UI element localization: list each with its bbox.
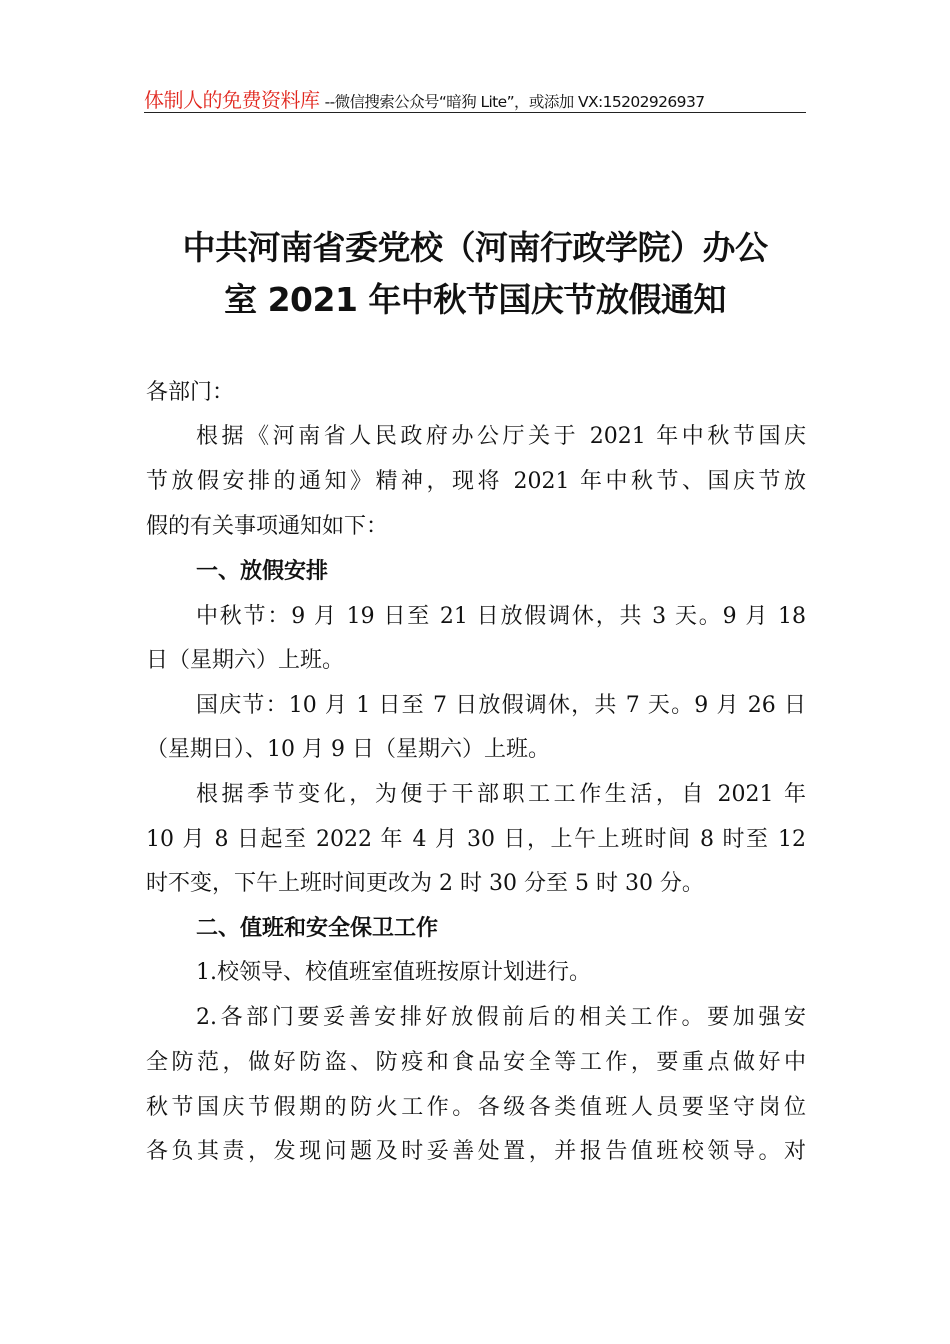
paragraph-line: 中秋节：9 月 19 日至 21 日放假调休，共 3 天。9 月 18 xyxy=(196,604,806,629)
document-title-line-2: 室 2021 年中秋节国庆节放假通知 xyxy=(224,280,726,319)
section-heading-1: 一、放假安排 xyxy=(196,559,329,584)
paragraph-line: 10 月 8 日起至 2022 年 4 月 30 日，上午上班时间 8 时至 12 xyxy=(146,827,806,852)
paragraph-line: 根据季节变化，为便于干部职工工作生活，自 2021 年 xyxy=(196,782,806,807)
page-header xyxy=(144,84,806,113)
paragraph-line: 根据《河南省人民政府办公厅关于 2021 年中秋节国庆 xyxy=(196,424,806,449)
paragraph-line: 1.校领导、校值班室值班按原计划进行。 xyxy=(196,960,591,985)
paragraph-line: 全防范，做好防盗、防疫和食品安全等工作，要重点做好中 xyxy=(146,1050,806,1075)
paragraph-line: 日（星期六）上班。 xyxy=(146,648,345,673)
header-brand: 体制人的免费资料库 xyxy=(144,88,320,112)
paragraph-line: 各负其责，发现问题及时妥善处置，并报告值班校领导。对 xyxy=(146,1139,806,1164)
paragraph-line: （星期日）、10 月 9 日（星期六）上班。 xyxy=(146,737,550,762)
document-title-line-1: 中共河南省委党校（河南行政学院）办公 xyxy=(182,228,768,267)
header-contact-info: --微信搜索公众号“暗狗 Lite”，或添加 VX:15202926937 xyxy=(324,93,705,111)
paragraph-line: 假的有关事项通知如下： xyxy=(146,514,389,539)
salutation: 各部门： xyxy=(146,380,235,405)
paragraph-line: 节放假安排的通知》精神，现将 2021 年中秋节、国庆节放 xyxy=(146,469,806,494)
paragraph-line: 国庆节：10 月 1 日至 7 日放假调休，共 7 天。9 月 26 日 xyxy=(196,693,806,718)
section-heading-2: 二、值班和安全保卫工作 xyxy=(196,916,439,941)
paragraph-line: 秋节国庆节假期的防火工作。各级各类值班人员要坚守岗位 xyxy=(146,1095,806,1120)
paragraph-line: 2.各部门要妥善安排好放假前后的相关工作。要加强安 xyxy=(196,1005,806,1030)
paragraph-line: 时不变，下午上班时间更改为 2 时 30 分至 5 时 30 分。 xyxy=(146,871,704,896)
